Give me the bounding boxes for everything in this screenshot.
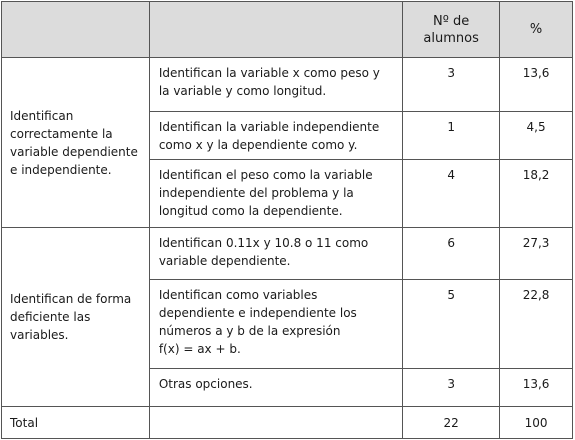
row-count: 5 bbox=[403, 280, 500, 369]
row-percent: 13,6 bbox=[500, 58, 573, 112]
header-group-col bbox=[2, 2, 150, 58]
row-count: 3 bbox=[403, 369, 500, 407]
table-row bbox=[2, 228, 573, 280]
total-label: Total bbox=[2, 407, 150, 439]
row-count: 3 bbox=[403, 58, 500, 112]
row-percent: 27,3 bbox=[500, 228, 573, 280]
row-description: Identifican como variables dependiente e independiente los números a y b de la expresión f(x) = ax + b. bbox=[149, 280, 402, 369]
row-description: Identifican el peso como la variable independiente del problema y la longitud como la dependiente. bbox=[149, 160, 402, 228]
total-row bbox=[2, 407, 573, 439]
row-percent: 13,6 bbox=[500, 369, 573, 407]
row-description: Otras opciones. bbox=[149, 369, 402, 407]
total-description bbox=[149, 407, 402, 439]
header-row bbox=[2, 2, 573, 58]
results-table bbox=[1, 1, 573, 439]
header-percent-col: % bbox=[500, 2, 573, 58]
row-percent: 22,8 bbox=[500, 280, 573, 369]
total-percent: 100 bbox=[500, 407, 573, 439]
row-description: Identifican la variable x como peso y la variable y como longitud. bbox=[149, 58, 402, 112]
header-desc-col bbox=[149, 2, 402, 58]
row-count: 1 bbox=[403, 112, 500, 160]
table-row bbox=[2, 58, 573, 112]
group-label: Identifican correctamente la variable dependiente e independiente. bbox=[2, 58, 150, 228]
row-percent: 4,5 bbox=[500, 112, 573, 160]
header-count-col: Nº de alumnos bbox=[403, 2, 500, 58]
row-description: Identifican la variable independiente como x y la dependiente como y. bbox=[149, 112, 402, 160]
row-count: 6 bbox=[403, 228, 500, 280]
row-count: 4 bbox=[403, 160, 500, 228]
total-count: 22 bbox=[403, 407, 500, 439]
row-description: Identifican 0.11x y 10.8 o 11 como variable dependiente. bbox=[149, 228, 402, 280]
group-label: Identifican de forma deficiente las variables. bbox=[2, 228, 150, 407]
row-percent: 18,2 bbox=[500, 160, 573, 228]
